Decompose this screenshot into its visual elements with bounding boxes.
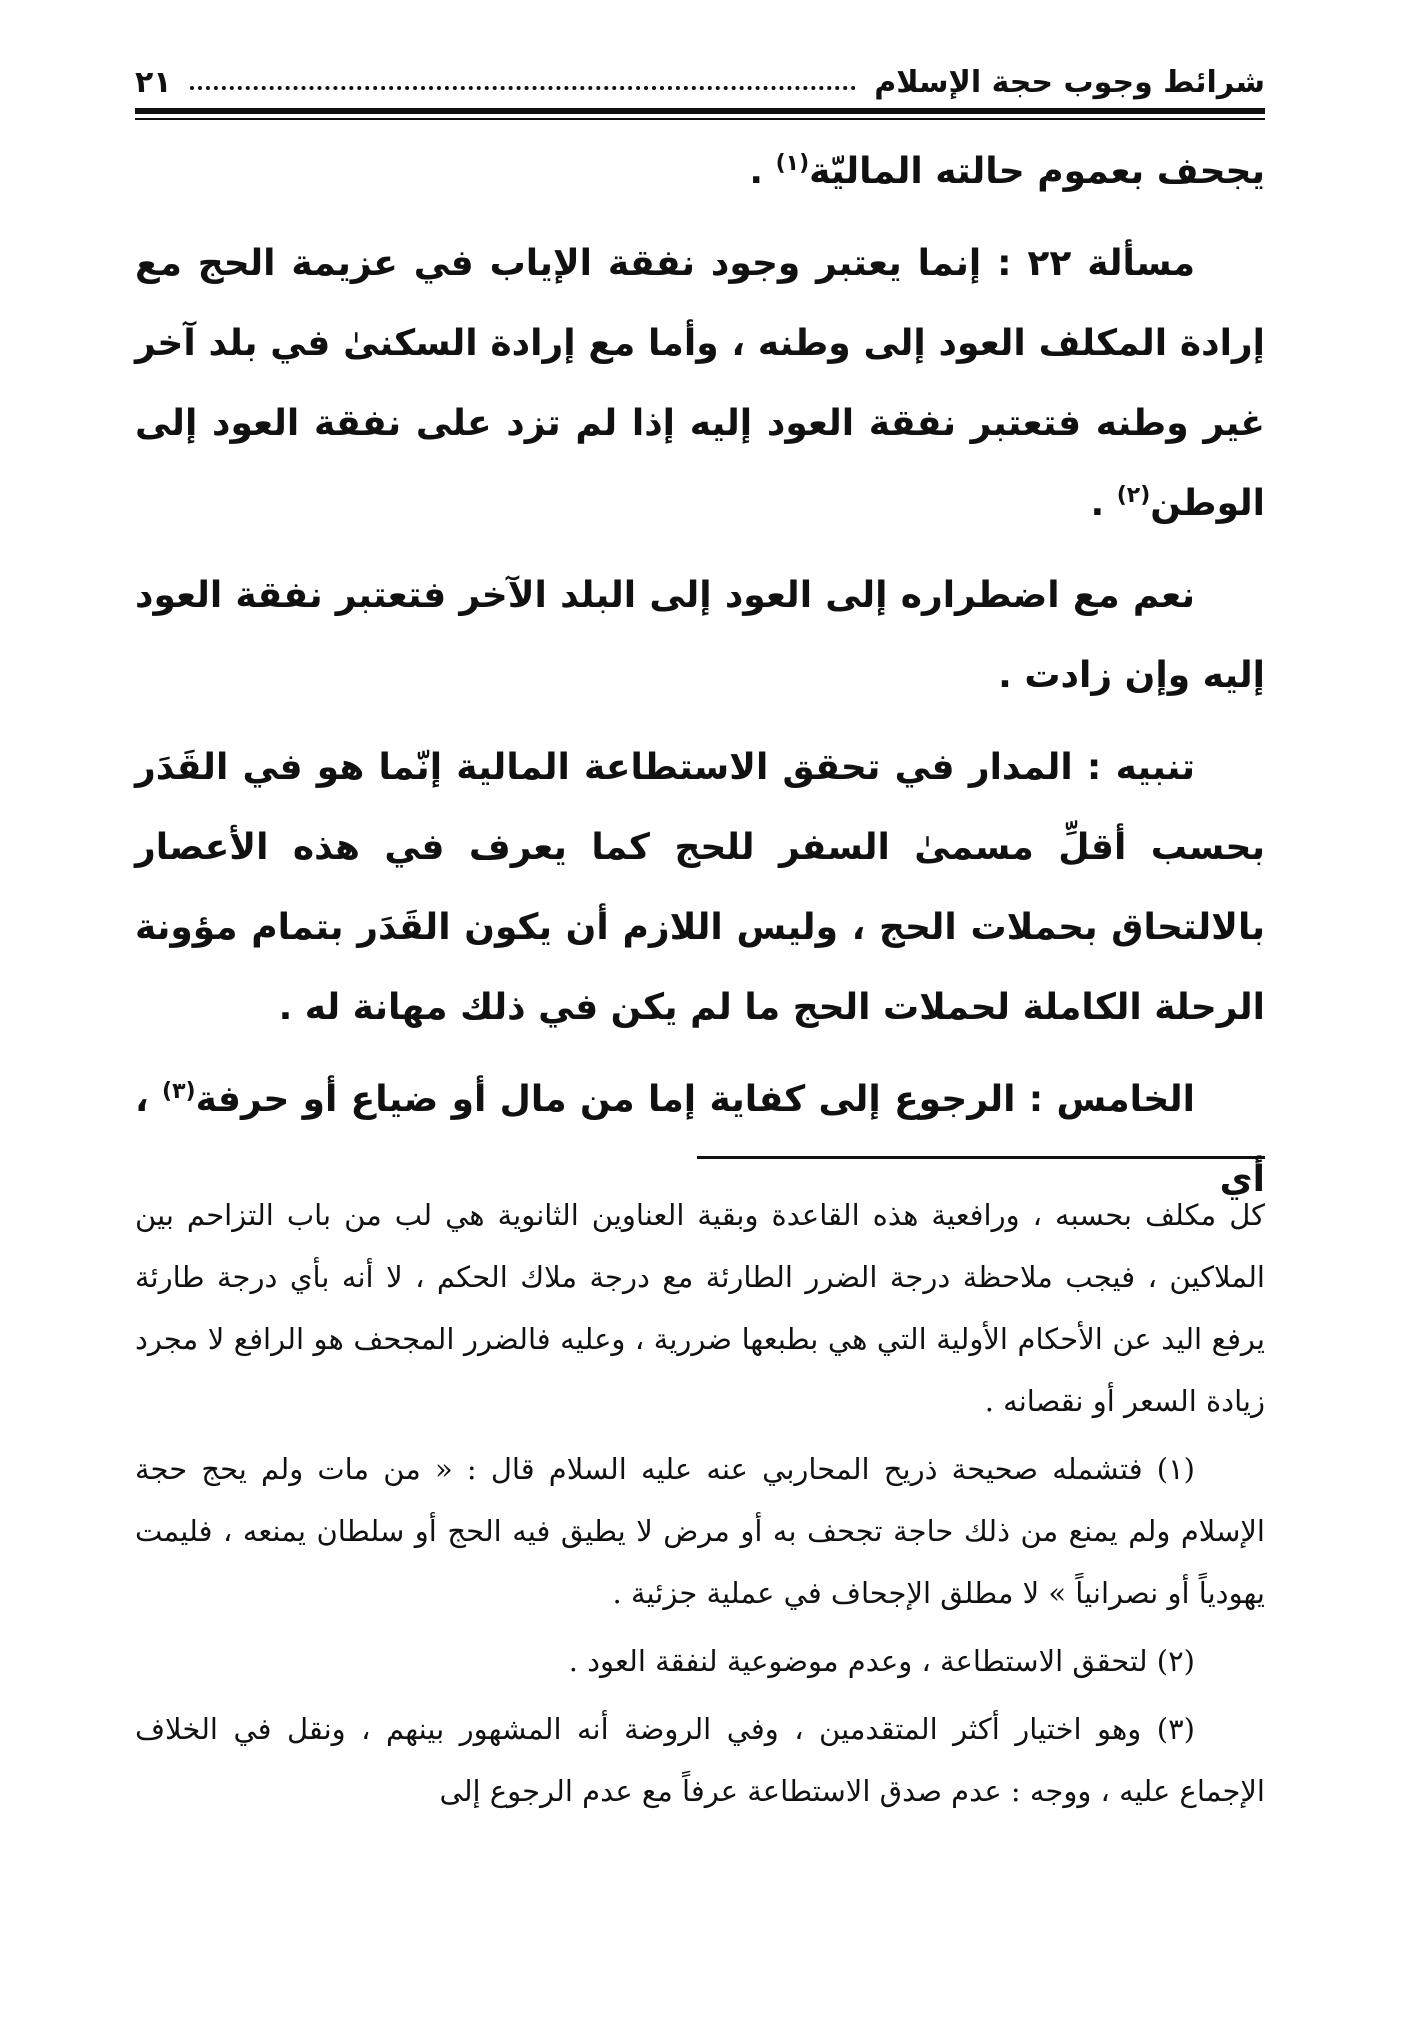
paragraph-2-text: مسألة ٢٢ : إنما يعتبر وجود نفقة الإياب في عزيمة الحج مع إرادة المكلف العود إلى وطنه ، وأما مع إرادة السكنىٰ في بلد آخر غير وطنه فتعتبر نفقة العود إليه إذا لم تزد على نفقة العود إلى الوطن (135, 243, 1265, 524)
paragraph-2-tail: . (1090, 483, 1117, 524)
footnote-2: (٢) لتحقق الاستطاعة ، وعدم موضوعية لنفقة العود . (568, 1644, 1195, 1678)
paragraph-1 (135, 132, 1265, 212)
header-rule-thick (135, 108, 1265, 114)
header-rule-thin (135, 118, 1265, 120)
footnote-1: (١) فتشمله صحيحة ذريح المحاربي عنه عليه السلام قال : « من مات ولم يحج حجة الإسلام ولم يمنع من ذلك حاجة تجحف به أو مرض لا يطيق فيه الحج أو سلطان يمنعه ، فليمت يهودياً أو نصرانياً » لا مطلق الإجحاف في عملية جزئية . (135, 1452, 1265, 1610)
paragraph-masala-22 (135, 224, 1265, 544)
paragraph-3 (135, 556, 1265, 716)
running-header (135, 44, 1265, 100)
paragraph-1-tail: . (749, 151, 776, 192)
footnote-separator (697, 1156, 1265, 1159)
paragraph-1-text: يجحف بعموم حالته الماليّة (809, 151, 1265, 192)
dot-leader (190, 85, 857, 90)
footnote-ref-3[interactable]: (٣) (162, 1079, 196, 1104)
footnote-ref-2[interactable]: (٢) (1116, 483, 1151, 508)
footnote-continued: كل مكلف بحسبه ، ورافعية هذه القاعدة وبقية العناوين الثانوية هي لب من باب التزاحم بين الملاكين ، فيجب ملاحظة درجة الضرر الطارئة مع درجة ملاك الحكم ، لا أنه بأي درجة طارئة يرفع اليد عن الأحكام الأولية التي هي بطبعها ضررية ، وعليه فالضرر المجحف هو الرافع لا مجرد زيادة السعر أو نقصانه . (135, 1198, 1265, 1418)
footnote-3: (٣) وهو اختيار أكثر المتقدمين ، وفي الروضة أنه المشهور بينهم ، ونقل في الخلاف الإجماع عليه ، ووجه : عدم صدق الاستطاعة عرفاً مع عدم الرجوع إلى (135, 1712, 1265, 1808)
main-text (135, 132, 1265, 1232)
running-title: شرائط وجوب حجة الإسلام (874, 65, 1265, 100)
tanbih-term: تنبيه (1115, 747, 1195, 788)
paragraph-4-text: : المدار في تحقق الاستطاعة المالية إنّما هو في القَدَر بحسب أقلِّ مسمىٰ السفر للحج كما يعرف في هذه الأعصار بالالتحاق بحملات الحج ، وليس اللازم أن يكون القَدَر بتمام مؤونة الرحلة الكاملة لحملات الحج ما لم يكن في ذلك مهانة له . (135, 747, 1265, 1028)
paragraph-3-text: نعم مع اضطراره إلى العود إلى البلد الآخر فتعتبر نفقة العود إليه وإن زادت . (135, 575, 1265, 696)
footnotes (135, 1184, 1265, 1828)
footnote-ref-1[interactable]: (١) (775, 151, 810, 176)
page-number: ٢١ (135, 65, 172, 100)
khamis-term: الخامس (1056, 1079, 1195, 1120)
paragraph-tanbih (135, 728, 1265, 1048)
paragraph-5-tail: ، أي (135, 1079, 1265, 1200)
paragraph-5-text: : الرجوع إلى كفاية إما من مال أو ضياع أو حرفة (195, 1079, 1057, 1120)
